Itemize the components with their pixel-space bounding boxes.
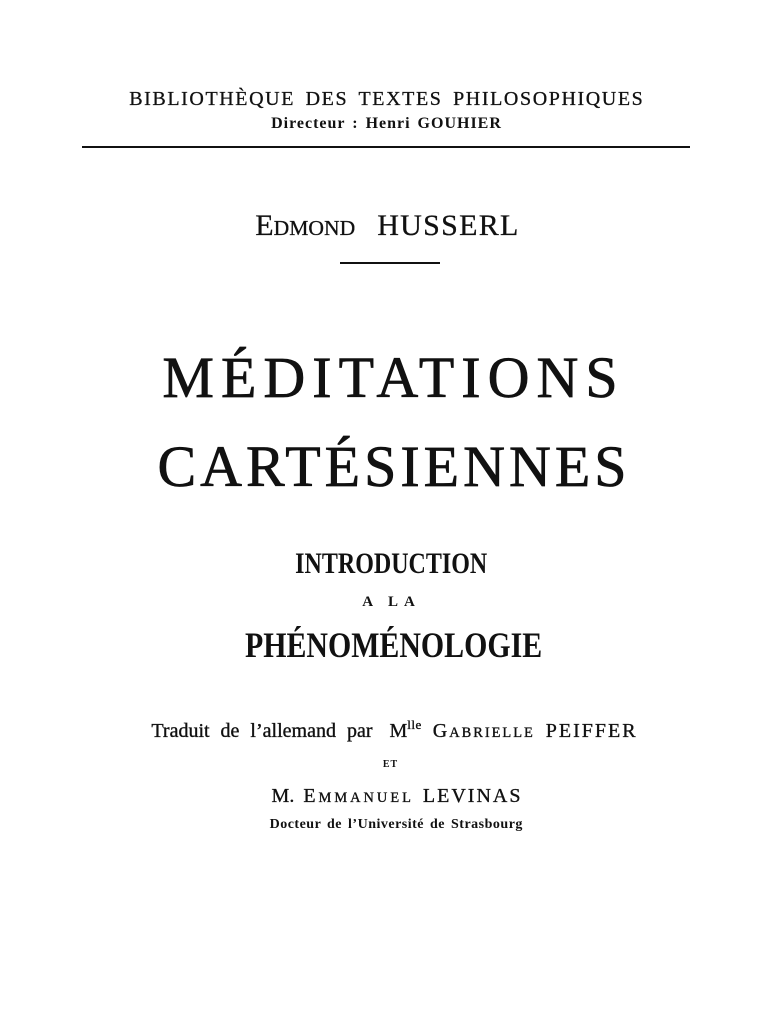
series-name: BIBLIOTHÈQUE DES TEXTES PHILOSOPHIQUES xyxy=(129,88,645,110)
first-translator-first-name: GABRIELLE xyxy=(432,720,535,742)
author-first-name: EDMOND xyxy=(255,209,356,242)
subtitle-line-2: A LA xyxy=(362,594,421,610)
subtitle-line-3: PHÉNOMÉNOLOGIE xyxy=(244,625,543,665)
book-title-line-1: MÉDITATIONS xyxy=(162,345,625,410)
first-translator-honorific xyxy=(389,717,422,742)
author-rule xyxy=(340,262,440,264)
second-translator-honorific: M. xyxy=(271,785,295,807)
translation-intro: Traduit de l’allemand par xyxy=(151,720,373,742)
header-rule xyxy=(82,146,690,148)
author-last-name: HUSSERL xyxy=(377,209,520,242)
second-translator-line xyxy=(0,786,768,806)
second-translator-first-name: EMMANUEL xyxy=(303,785,414,807)
second-translator-last-name: LEVINAS xyxy=(422,785,523,807)
honorific-base: M xyxy=(389,720,408,742)
first-translator-last-name: PEIFFER xyxy=(545,720,638,742)
series-director: Directeur : Henri GOUHIER xyxy=(271,115,502,132)
book-title-line-2: CARTÉSIENNES xyxy=(157,434,631,499)
author xyxy=(0,211,768,241)
translated-by-line xyxy=(0,717,768,742)
subtitle-line-1: INTRODUCTION xyxy=(295,547,488,580)
honorific-superscript: lle xyxy=(407,717,422,732)
translators-conjunction: ET xyxy=(382,759,399,770)
second-translator-credential: Docteur de l’Université de Strasbourg xyxy=(269,817,523,832)
